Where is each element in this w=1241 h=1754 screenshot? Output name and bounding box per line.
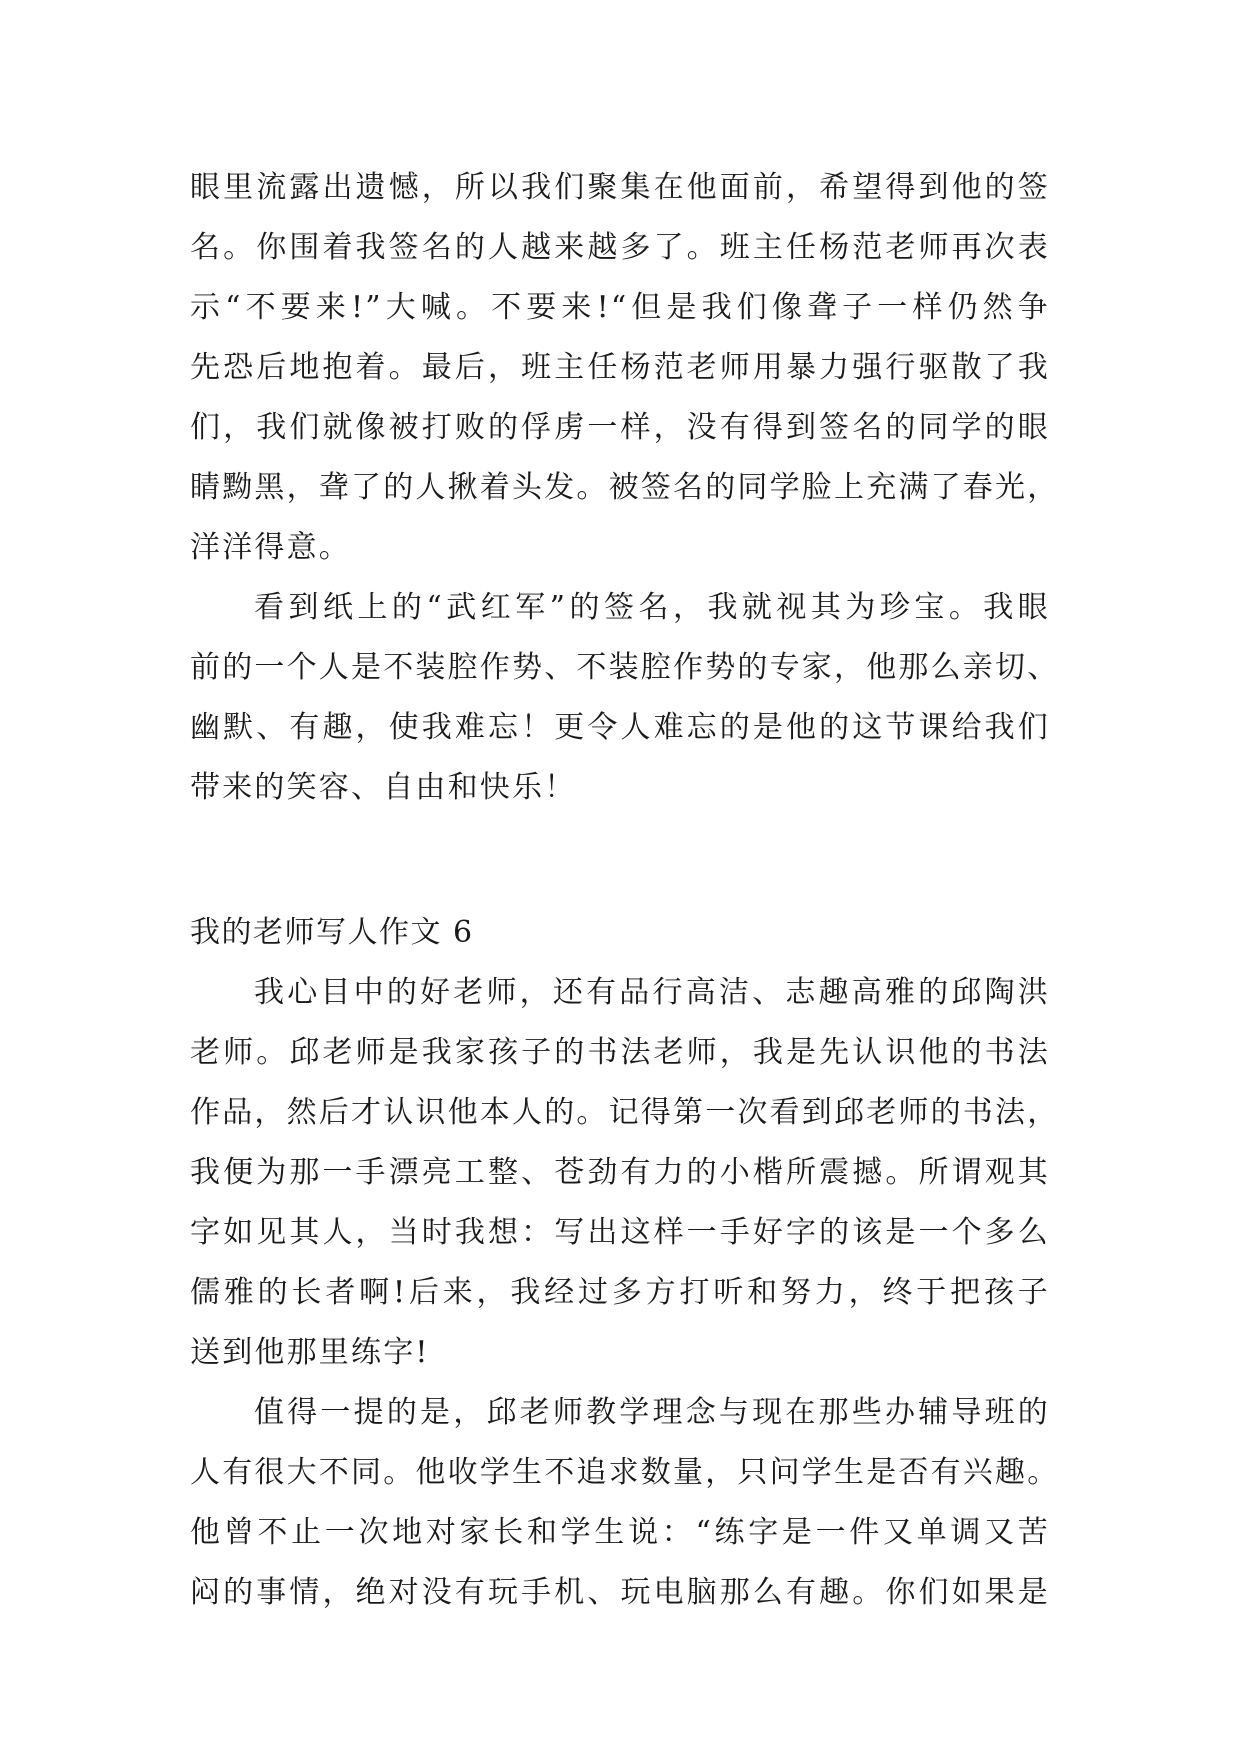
- paragraph-line: 睛黝黑，聋了的人揪着头发。被签名的同学脸上充满了春光，: [190, 470, 1060, 505]
- document-body: [190, 158, 1060, 1623]
- paragraph-4: [190, 1383, 1060, 1623]
- paragraph-line: 眼里流露出遗憾，所以我们聚集在他面前，希望得到他的签: [190, 170, 1050, 205]
- paragraph-line: 老师。邱老师是我家孩子的书法老师，我是先认识他的书法: [190, 1035, 1050, 1070]
- paragraph-line: 前的一个人是不装腔作势、不装腔作势的专家，他那么亲切、: [190, 650, 1060, 685]
- paragraph-line: 他曾不止一次地对家长和学生说：“练字是一件又单调又苦: [190, 1515, 1050, 1550]
- paragraph-line: 洋洋得意。: [190, 530, 351, 565]
- paragraph-2: [190, 578, 1060, 818]
- paragraph-line: 先恐后地抱着。最后，班主任杨范老师用暴力强行驱散了我: [190, 350, 1050, 385]
- section-heading: 我的老师写人作文 6: [190, 915, 474, 950]
- paragraph-line: 幽默、有趣，使我难忘！更令人难忘的是他的这节课给我们: [190, 710, 1050, 745]
- paragraph-line: 值得一提的是，邱老师教学理念与现在那些办辅导班的: [254, 1395, 1050, 1430]
- paragraph-line: 看到纸上的“武红军”的签名，我就视其为珍宝。我眼: [254, 590, 1050, 625]
- paragraph-line: 送到他那里练字!: [190, 1335, 430, 1370]
- section-gap: [190, 818, 1050, 903]
- paragraph-line: 人有很大不同。他收学生不追求数量，只问学生是否有兴趣。: [190, 1455, 1060, 1490]
- paragraph-line: 带来的笑容、自由和快乐！: [190, 770, 577, 805]
- paragraph-line: 名。你围着我签名的人越来越多了。班主任杨范老师再次表: [190, 230, 1050, 265]
- paragraph-line: 作品，然后才认识他本人的。记得第一次看到邱老师的书法，: [190, 1095, 1060, 1130]
- paragraph-line: 字如见其人，当时我想：写出这样一手好字的该是一个多么: [190, 1215, 1050, 1250]
- paragraph-line: 闷的事情，绝对没有玩手机、玩电脑那么有趣。你们如果是: [190, 1575, 1050, 1610]
- paragraph-line: 我便为那一手漂亮工整、苍劲有力的小楷所震撼。所谓观其: [190, 1155, 1050, 1190]
- paragraph-line: 们，我们就像被打败的俘虏一样，没有得到签名的同学的眼: [190, 410, 1050, 445]
- paragraph-line: 我心目中的好老师，还有品行高洁、志趣高雅的邱陶洪: [254, 975, 1050, 1010]
- paragraph-3: [190, 963, 1060, 1383]
- paragraph-1: [190, 158, 1060, 578]
- paragraph-line: 儒雅的长者啊!后来，我经过多方打听和努力，终于把孩子: [190, 1275, 1050, 1310]
- paragraph-line: 示“不要来!”大喊。不要来!“但是我们像聋子一样仍然争: [190, 290, 1050, 325]
